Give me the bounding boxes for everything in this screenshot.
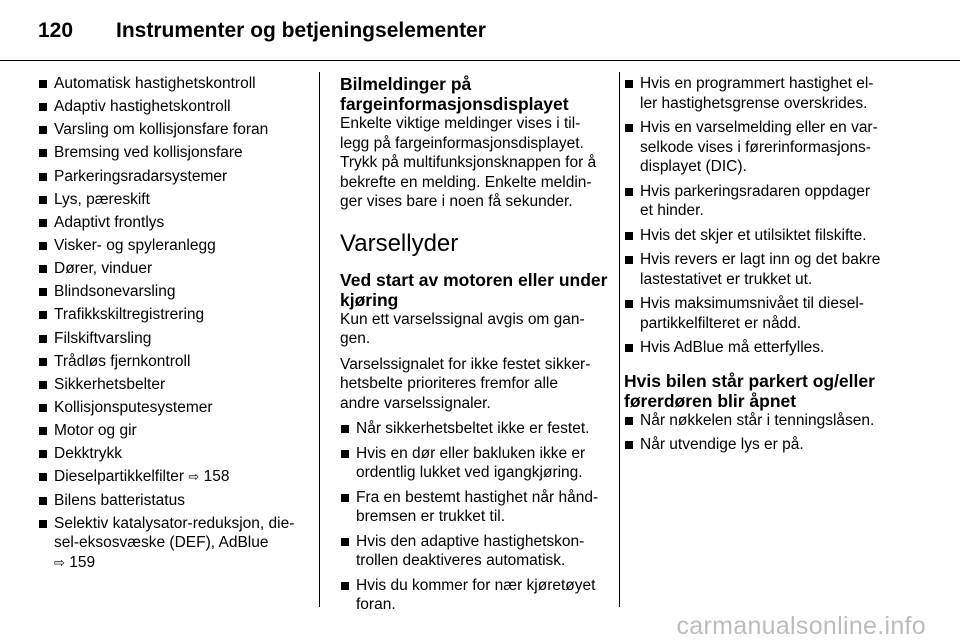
list-item: Hvis AdBlue må etterfylles. (624, 338, 914, 358)
list-item: Parkeringsradarsystemer (38, 167, 308, 187)
feature-list (38, 74, 308, 572)
parked-warning-list (624, 411, 914, 455)
header-rule (0, 60, 960, 61)
page-number: 120 (38, 19, 74, 42)
list-item: Trafikkskiltregistrering (38, 305, 308, 325)
list-item: Dører, vinduer (38, 259, 308, 279)
page-ref-arrow-icon: ⇨ (188, 469, 200, 485)
paragraph: Kun ett varselssignal avgis om gan- gen. (340, 310, 585, 347)
list-item: Bremsing ved kollisjonsfare (38, 143, 308, 163)
list-item: Bilens batteristatus (38, 491, 308, 511)
paragraph: Enkelte viktige meldinger vises i til- legg på fargeinformasjonsdisplayet. Trykk på multifunksjonsknappen for å bekrefte en melding. Enkelte meldin- ger vises bare i noen få sekunder. (340, 115, 597, 210)
list-item: Hvis en dør eller bakluken ikke er ordentlig lukket ved igangkjøring. (340, 444, 610, 483)
list-item: Filskiftvarsling (38, 329, 308, 349)
list-item: Når nøkkelen står i tenningslåsen. (624, 411, 914, 431)
list-item: Adaptivt frontlys (38, 213, 308, 233)
subsection-heading: Hvis bilen står parkert og/eller førerdøren blir åpnet (624, 370, 875, 411)
list-item: Lys, pæreskift (38, 190, 308, 210)
subsection-heading: Ved start av motoren eller under kjøring (340, 269, 608, 310)
warning-list (340, 419, 610, 615)
column-divider-1 (319, 72, 320, 607)
list-item: Motor og gir (38, 421, 308, 441)
list-item: Hvis parkeringsradaren oppdager et hinder. (624, 182, 914, 221)
list-item: Varsling om kollisjonsfare foran (38, 120, 308, 140)
list-item: Kollisjonsputesystemer (38, 398, 308, 418)
list-item: Hvis du kommer for nær kjøretøyet foran. (340, 576, 610, 615)
page-ref-arrow-icon: ⇨ (54, 554, 65, 570)
list-item: Dieselpartikkelfilter ⇨ 158 (38, 467, 308, 487)
page-header (38, 14, 486, 48)
list-item: Dekktrykk (38, 444, 308, 464)
section-heading: Bilmeldinger på fargeinformasjonsdisplayet (340, 74, 569, 114)
list-item: Trådløs fjernkontroll (38, 352, 308, 372)
section-title: Varsellyder (340, 229, 459, 257)
list-item: Visker- og spyleranlegg (38, 236, 308, 256)
list-item: Hvis den adaptive hastighetskon- trollen deaktiveres automatisk. (340, 532, 610, 571)
column-2 (340, 74, 610, 620)
list-item: Adaptiv hastighetskontroll (38, 97, 308, 117)
list-item: Hvis revers er lagt inn og det bakre lastestativet er trukket ut. (624, 250, 914, 289)
list-item: Automatisk hastighetskontroll (38, 74, 308, 94)
warning-list-continued (624, 74, 914, 358)
watermark: carmanualsonline.info (676, 612, 926, 640)
list-item: Hvis en programmert hastighet el- ler hastighetsgrense overskrides. (624, 74, 914, 113)
list-item: Sikkerhetsbelter (38, 375, 308, 395)
list-item: Hvis en varselmelding eller en var- selkode vises i førerinformasjons- displayet (DIC). (624, 118, 914, 177)
list-item: Blindsonevarsling (38, 282, 308, 302)
page-ref-link[interactable]: 159 (69, 553, 96, 571)
list-item: Hvis maksimumsnivået til diesel- partikkelfilteret er nådd. (624, 294, 914, 333)
list-item: Når sikkerhetsbeltet ikke er festet. (340, 419, 610, 439)
list-item: Når utvendige lys er på. (624, 435, 914, 455)
column-divider-2 (619, 72, 620, 607)
list-item: Selektiv katalysator-reduksjon, die- sel-eksosvæske (DEF), AdBlue ⇨ 159 (38, 514, 308, 573)
column-1 (38, 74, 308, 576)
page-title: Instrumenter og betjeningselementer (116, 19, 486, 42)
list-item: Fra en bestemt hastighet når hånd- bremsen er trukket til. (340, 488, 610, 527)
list-item: Hvis det skjer et utilsiktet filskifte. (624, 226, 914, 246)
page-ref-link[interactable]: 158 (203, 468, 230, 486)
paragraph: Varselssignalet for ikke festet sikker- hetsbelte prioriteres fremfor alle andre varselssignaler. (340, 355, 591, 412)
column-3 (624, 74, 914, 460)
